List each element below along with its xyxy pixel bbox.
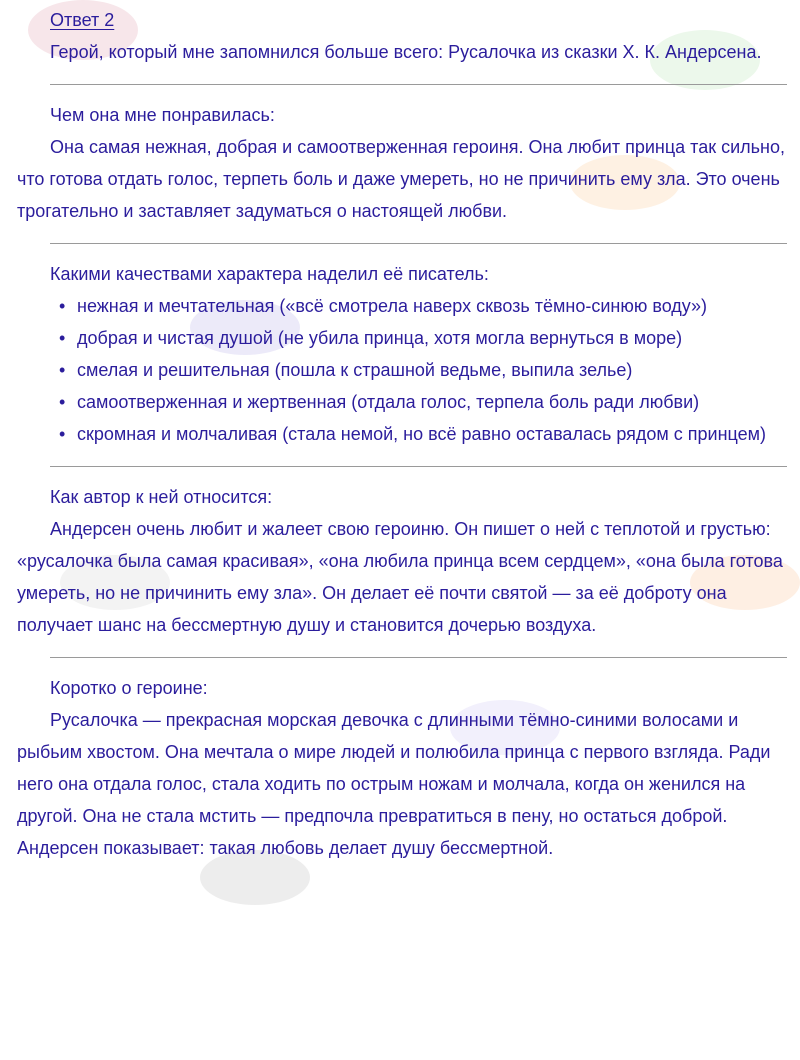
- list-item: • смелая и решительная (пошла к страшной ведьме, выпила зелье): [17, 354, 787, 386]
- list-item: • скромная и молчаливая (стала немой, но всё равно оставалась рядом с принцем): [17, 418, 787, 450]
- section-heading: Как автор к ней относится:: [50, 487, 273, 507]
- answer-document: [17, 4, 787, 864]
- divider: [50, 243, 787, 244]
- bullet-icon: •: [59, 392, 66, 412]
- section-heading: Коротко о героине:: [50, 678, 208, 698]
- answer-title: Ответ 2: [50, 10, 115, 30]
- section-heading: Чем она мне понравилась:: [50, 105, 275, 125]
- section-text: Русалочка — прекрасная морская девочка с длинными тёмно-синими волосами и рыбьим хвостом. Она мечтала о мире людей и полюбила принца с первого взгляда. Ради него она отдала голос, стала ходить по острым ножам и молчала, когда он женился на другой. Она не стала мстить — предпочла превратиться в пену, но остаться доброй. Андерсен показывает: такая любовь делает душу бессмертной.: [17, 710, 771, 858]
- divider: [50, 657, 787, 658]
- list-item: • нежная и мечтательная («всё смотрела наверх сквозь тёмно-синюю воду»): [17, 290, 787, 322]
- section-heading: Какими качествами характера наделил её писатель:: [50, 264, 489, 284]
- bullet-icon: •: [59, 296, 66, 316]
- section-text: Она самая нежная, добрая и самоотверженная героиня. Она любит принца так сильно, что готова отдать голос, терпеть боль и даже умереть, но не причинить ему зла. Это очень трогательно и заставляет задуматься о настоящей любви.: [17, 137, 785, 221]
- section-text: Андерсен очень любит и жалеет свою героиню. Он пишет о ней с теплотой и грустью: «русалочка была самая красивая», «она любила принца всем сердцем», «она была готова умереть, но не причинить ему зла». Он делает её почти святой — за её доброту она получает шанс на бессмертную душу и становится дочерью воздуха.: [17, 519, 783, 635]
- intro-paragraph: Герой, который мне запомнился больше всего: Русалочка из сказки Х. К. Андерсена.: [50, 42, 762, 62]
- divider: [50, 84, 787, 85]
- list-item: • самоотверженная и жертвенная (отдала голос, терпела боль ради любви): [17, 386, 787, 418]
- divider: [50, 466, 787, 467]
- bullet-icon: •: [59, 328, 66, 348]
- list-item: • добрая и чистая душой (не убила принца, хотя могла вернуться в море): [17, 322, 787, 354]
- bullet-icon: •: [59, 360, 66, 380]
- bullet-icon: •: [59, 424, 66, 444]
